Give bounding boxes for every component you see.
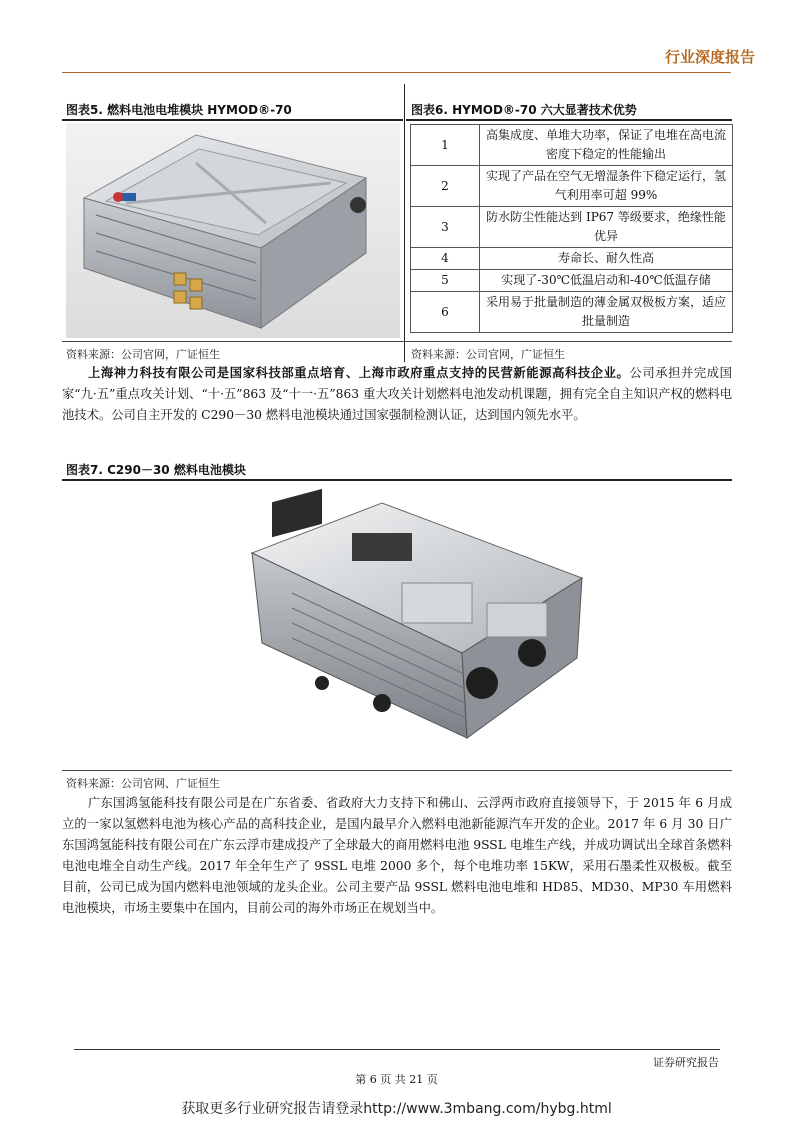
figure7-title: 图表7. C290－30 燃料电池模块: [66, 463, 246, 477]
row-text: 采用易于批量制造的薄金属双极板方案，适应批量制造: [480, 292, 733, 333]
figure6-top-rule: [406, 119, 732, 121]
row-number: 5: [411, 270, 480, 292]
row-number: 4: [411, 248, 480, 270]
figure6-title: 图表6. HYMOD®-70 六大显著技术优势: [411, 103, 637, 117]
figure7-source: 资料来源：公司官网、广证恒生: [66, 777, 220, 790]
paragraph-body: 公司承担并完成国家“九·五”重点攻关计划、“十·五”863 及“十一·五”863 重大攻关计划燃料电池发动机课题，拥有完全自主知识产权的燃料电池技术。公司自主开发的 C290－30 燃料电池模块通过国家强制检测认证，达到国内领先水平。: [62, 366, 732, 422]
row-text: 高集成度、单堆大功率，保证了电堆在高电流密度下稳定的性能输出: [480, 125, 733, 166]
figures-vertical-divider: [404, 84, 405, 362]
row-number: 3: [411, 207, 480, 248]
row-text: 实现了产品在空气无增湿条件下稳定运行，氢气利用率可超 99%: [480, 166, 733, 207]
table-row: [411, 166, 733, 207]
row-number: 1: [411, 125, 480, 166]
c290-module-image: [232, 483, 592, 763]
table-row: [411, 248, 733, 270]
advantages-table-wrapper: [410, 124, 733, 333]
row-text: 寿命长、耐久性高: [480, 248, 733, 270]
table-row: [411, 270, 733, 292]
header-divider: [62, 72, 731, 73]
footer-label: 证券研究报告: [653, 1056, 719, 1069]
company-guohong-paragraph: 广东国鸿氢能科技有限公司是在广东省委、省政府大力支持下和佛山、云浮两市政府直接领导下，于 2015 年 6 月成立的一家以氢燃料电池为核心产品的高科技企业，是国内最早介入燃料电池新能源汽车开发的企业。2017 年 6 月 30 日广东国鸿氢能科技有限公司在广东云浮市建成投产了全球最大的商用燃料电池 9SSL 电堆生产线，并成功调试出全球首条燃料电池电堆全自动生产线。2017 年全年生产了 9SSL 电堆 2000 多个，每个电堆功率 15KW，采用石墨柔性双极板。截至目前，公司已成为国内燃料电池领域的龙头企业。公司主要产品 9SSL 燃料电池电堆和 HD85、MD30、MP30 车用燃料电池模块，市场主要集中在国内，目前公司的海外市场正在规划当中。: [62, 796, 732, 915]
row-number: 2: [411, 166, 480, 207]
table-row: [411, 207, 733, 248]
figure5-title: 图表5. 燃料电池电堆模块 HYMOD®-70: [66, 103, 292, 117]
table-row: [411, 292, 733, 333]
figures-bottom-rule: [62, 341, 732, 342]
figure5-top-rule: [62, 119, 403, 121]
report-category-title: 行业深度报告: [664, 48, 755, 66]
figure7-top-rule: [62, 479, 732, 481]
page-number: 第 6 页 共 21 页: [355, 1073, 438, 1086]
row-number: 6: [411, 292, 480, 333]
paragraph-lead: 上海神力科技有限公司是国家科技部重点培育、上海市政府重点支持的民营新能源高科技企业。: [88, 365, 630, 380]
company-shenli-paragraph: [62, 362, 732, 426]
figure7-bottom-rule: [62, 770, 732, 771]
row-text: 实现了-30℃低温启动和-40℃低温存储: [480, 270, 733, 292]
figure6-source: 资料来源：公司官网，广证恒生: [411, 348, 565, 361]
figure5-source: 资料来源：公司官网，广证恒生: [66, 348, 220, 361]
row-text: 防水防尘性能达到 IP67 等级要求，绝缘性能优异: [480, 207, 733, 248]
promo-link-text[interactable]: 获取更多行业研究报告请登录http://www.3mbang.com/hybg.html: [181, 1101, 612, 1117]
hymod70-module-image: [66, 123, 400, 338]
advantages-table: [410, 124, 733, 333]
table-row: [411, 125, 733, 166]
footer-rule: [74, 1049, 720, 1050]
